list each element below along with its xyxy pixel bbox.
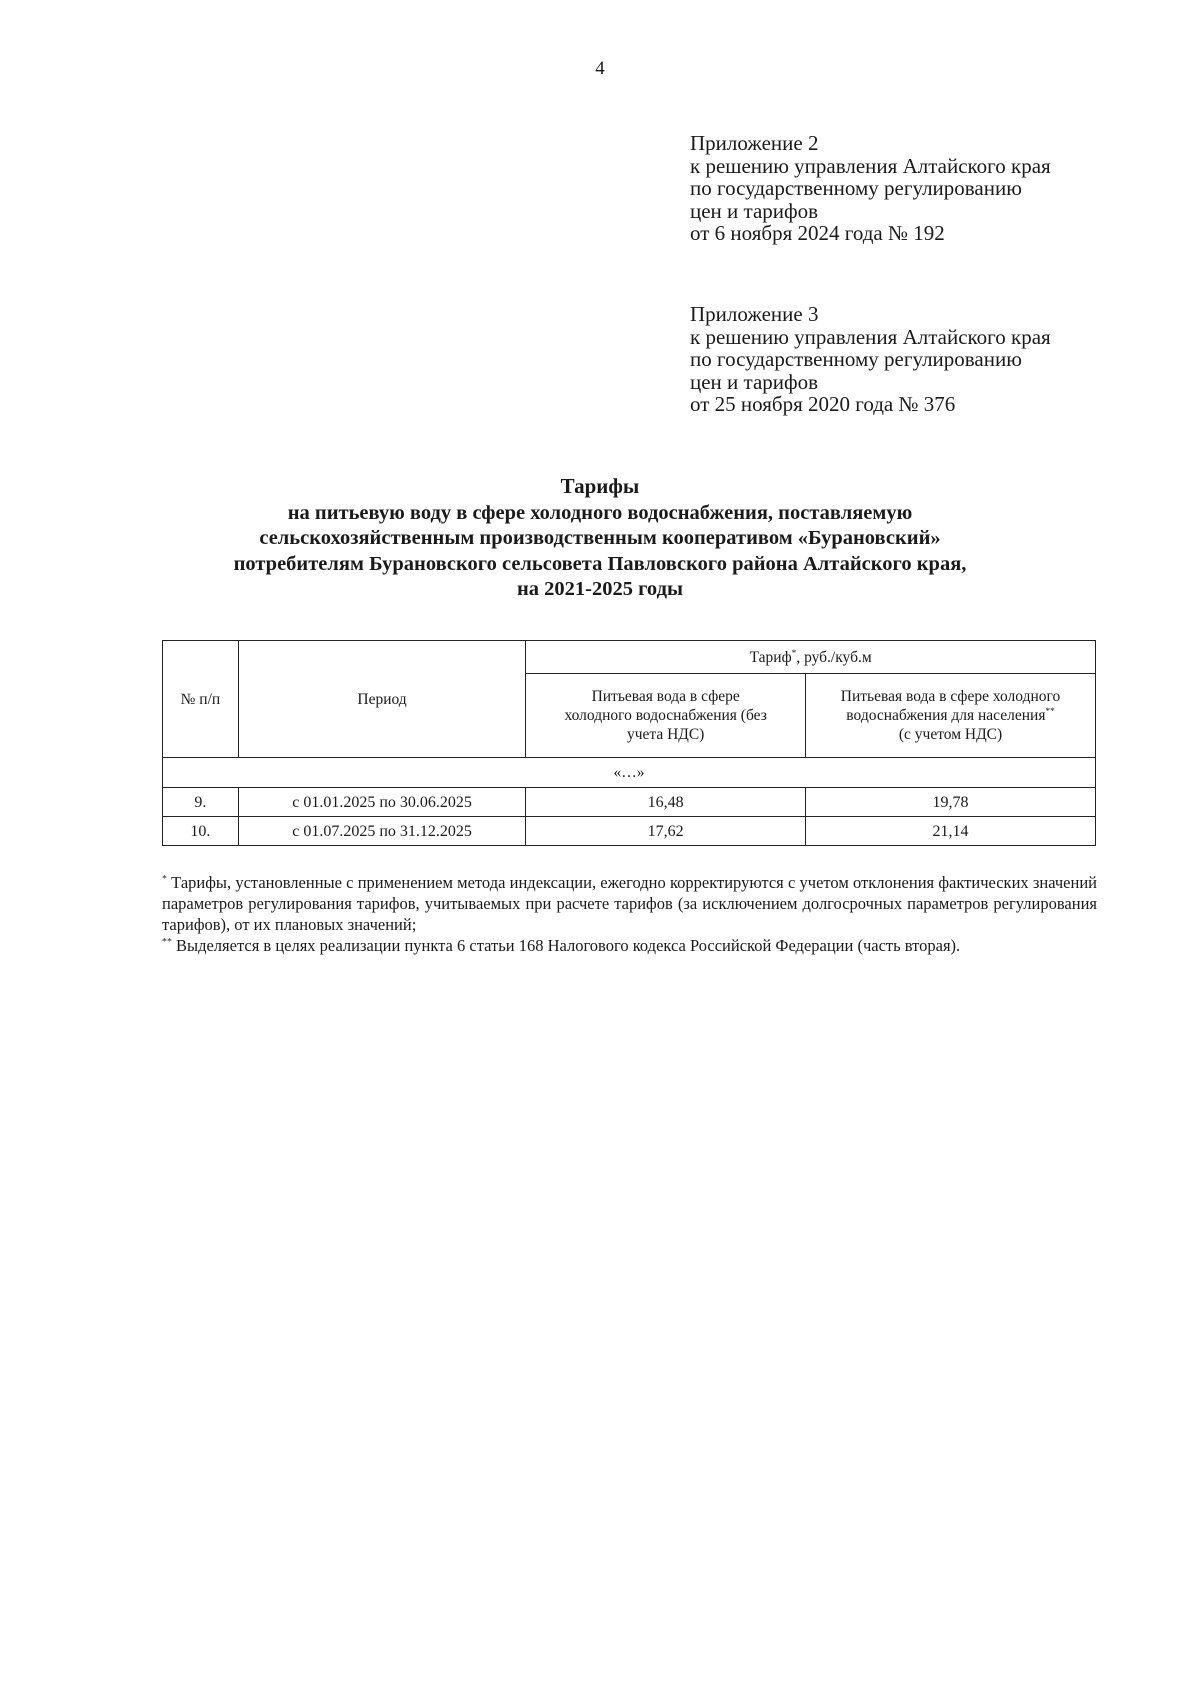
footnote-2-mark: ** <box>162 936 172 948</box>
appendix-2-line: цен и тарифов <box>690 198 819 223</box>
table-row <box>163 788 1096 817</box>
row-tariff-no-vat: 17,62 <box>526 817 806 846</box>
title-line: на 2021-2025 годы <box>517 578 683 600</box>
table-row <box>163 817 1096 846</box>
appendix-2-line: Приложение 2 <box>690 131 819 155</box>
table-header-row <box>163 641 1096 674</box>
appendix-3-line: Приложение 3 <box>690 302 819 326</box>
footnote-2-text: Выделяется в целях реализации пункта 6 статьи 168 Налогового кодекса Российской Федерации (часть вторая). <box>171 936 961 955</box>
page-number: 4 <box>595 58 605 79</box>
row-num: 10. <box>163 817 239 846</box>
appendix-3-line: по государственному регулированию <box>690 347 1022 371</box>
row-tariff-population: 21,14 <box>806 817 1096 846</box>
appendix-2-header <box>690 132 1051 245</box>
row-period: с 01.01.2025 по 30.06.2025 <box>238 788 525 817</box>
footnote-1-mark: * <box>162 873 167 885</box>
row-period: с 01.07.2025 по 31.12.2025 <box>238 817 525 846</box>
footnote-1-text: Тарифы, установленные с применением метода индексации, ежегодно корректируются с учетом отклонения фактических значений параметров регулирования тарифов, учитываемых при расчете тарифов (за исключением долгосрочных параметров регулирования тарифов), от их плановых значений; <box>162 873 1097 934</box>
header-tariff-population-vat: (с учетом НДС) <box>898 726 1003 743</box>
header-tariff-population-mark: ** <box>1045 706 1055 717</box>
header-tariff-population-wrap <box>825 687 1077 744</box>
header-tariff-population <box>806 674 1096 758</box>
tariff-table <box>162 640 1096 846</box>
header-num: № п/п <box>163 641 239 758</box>
appendix-3-line: к решению управления Алтайского края <box>690 324 1051 349</box>
appendix-2-line: от 6 ноября 2024 года № 192 <box>690 221 945 245</box>
footnote-1 <box>162 872 1097 935</box>
separator-cell: «…» <box>163 758 1096 788</box>
title-line: на питьевую воду в сфере холодного водоснабжения, поставляемую <box>287 501 913 524</box>
header-tariff-unit: , руб./куб.м <box>796 648 872 666</box>
appendix-3-header <box>690 303 1051 416</box>
appendix-3-line: цен и тарифов <box>690 369 819 394</box>
row-tariff-no-vat: 16,48 <box>526 788 806 817</box>
appendix-2-line: к решению управления Алтайского края <box>690 153 1051 178</box>
header-tariff-no-vat <box>526 674 806 758</box>
header-tariff-text: Тариф <box>749 648 792 666</box>
header-tariff-population-text: Питьевая вода в сфере холодного водоснабжения для населения <box>840 688 1061 724</box>
title-line: сельскохозяйственным производственным кооперативом «Бурановский» <box>259 527 941 549</box>
title-line: потребителям Бурановского сельсовета Павловского района Алтайского края, <box>233 552 967 575</box>
header-tariff-mark: * <box>791 648 797 659</box>
table-row-separator <box>163 758 1096 788</box>
header-period: Период <box>238 641 525 758</box>
row-num: 9. <box>163 788 239 817</box>
document-title <box>150 474 1050 603</box>
footnotes <box>162 872 1097 956</box>
header-tariff <box>526 641 1096 674</box>
footnote-2 <box>162 935 1097 956</box>
appendix-3-line: от 25 ноября 2020 года № 376 <box>690 392 956 416</box>
header-tariff-no-vat-text: Питьевая вода в сфере холодного водоснабжения (без учета НДС) <box>564 688 767 743</box>
row-tariff-population: 19,78 <box>806 788 1096 817</box>
title-main: Тарифы <box>560 474 640 498</box>
appendix-2-line: по государственному регулированию <box>690 176 1022 200</box>
